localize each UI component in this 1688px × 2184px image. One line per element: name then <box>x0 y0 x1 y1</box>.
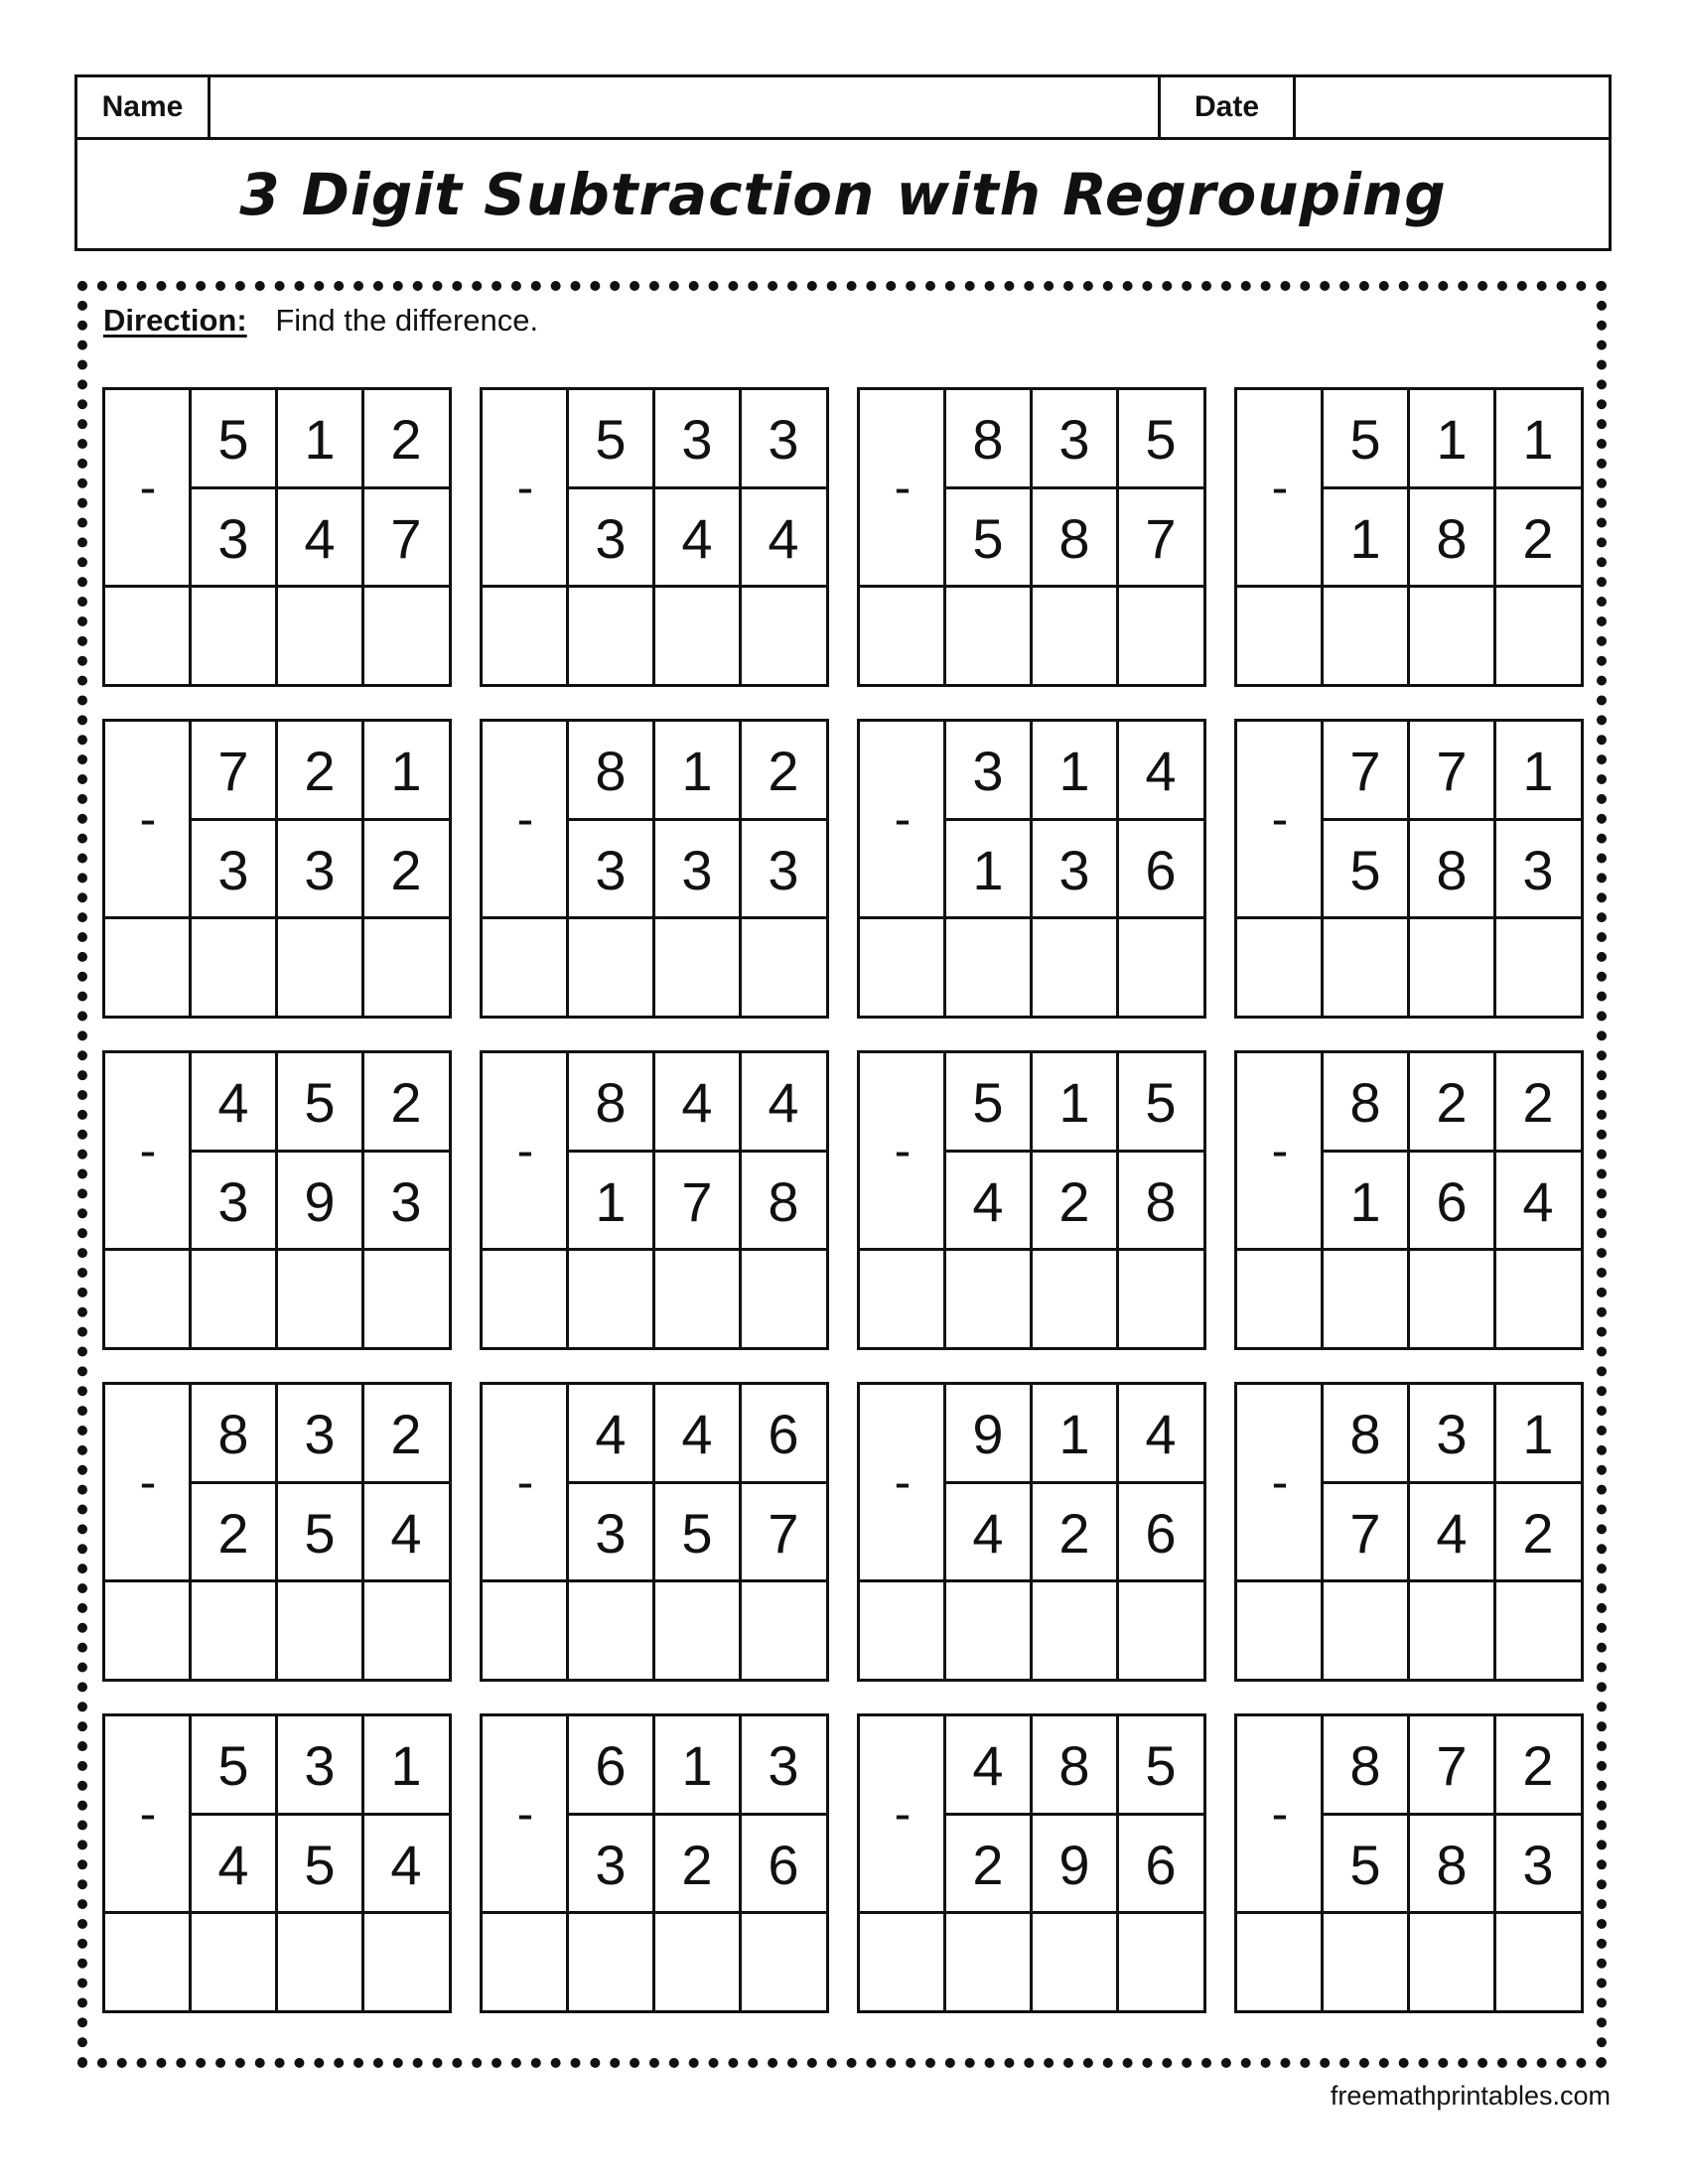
answer-cell[interactable] <box>1119 588 1202 687</box>
subtrahend-digit: 4 <box>390 1501 422 1565</box>
minuend-digit: 2 <box>304 739 336 802</box>
minuend-digit: 8 <box>1058 1733 1090 1797</box>
minuend-digit: 7 <box>217 739 249 802</box>
subtrahend-digit: 3 <box>1058 838 1090 901</box>
answer-cell[interactable] <box>105 919 189 1019</box>
subtrahend-digit: 5 <box>304 1833 336 1896</box>
minuend-digit: 4 <box>768 1070 799 1134</box>
subtrahend-digit: 5 <box>1349 1833 1381 1896</box>
subtrahend-digit: 7 <box>1349 1501 1381 1565</box>
subtraction-problem <box>1234 1382 1584 1682</box>
answer-cell[interactable] <box>1410 1914 1493 2013</box>
answer-cell[interactable] <box>742 588 825 687</box>
subtrahend-digit: 6 <box>768 1833 799 1896</box>
subtrahend-digit: 5 <box>681 1501 713 1565</box>
minuend-digit: 5 <box>1145 407 1177 471</box>
answer-cell[interactable] <box>278 919 361 1019</box>
name-field[interactable] <box>211 77 1161 137</box>
minus-sign: - <box>139 460 157 515</box>
answer-cell[interactable] <box>569 1582 652 1682</box>
subtrahend-digit: 3 <box>595 1833 627 1896</box>
subtraction-problem <box>102 1382 452 1682</box>
answer-cell[interactable] <box>1237 1914 1321 2013</box>
answer-cell[interactable] <box>1237 1582 1321 1682</box>
subtrahend-digit: 2 <box>1522 506 1554 570</box>
minus-sign: - <box>516 1454 534 1510</box>
answer-cell[interactable] <box>1324 1251 1407 1350</box>
name-date-row <box>77 77 1609 140</box>
minus-sign: - <box>516 1786 534 1842</box>
subtraction-problem <box>857 719 1206 1019</box>
answer-cell[interactable] <box>742 1251 825 1350</box>
direction-label: Direction: <box>103 303 247 338</box>
subtrahend-digit: 4 <box>972 1169 1004 1233</box>
answer-cell[interactable] <box>569 1251 652 1350</box>
answer-cell[interactable] <box>655 1582 739 1682</box>
minuend-digit: 3 <box>304 1733 336 1797</box>
subtrahend-digit: 1 <box>972 838 1004 901</box>
answer-cell[interactable] <box>364 588 448 687</box>
answer-cell[interactable] <box>860 588 943 687</box>
direction-line <box>103 303 538 339</box>
answer-cell[interactable] <box>1033 1914 1116 2013</box>
minuend-digit: 5 <box>1145 1733 1177 1797</box>
answer-cell[interactable] <box>1033 1251 1116 1350</box>
minuend-digit: 2 <box>390 1402 422 1465</box>
answer-cell[interactable] <box>1237 1251 1321 1350</box>
subtraction-problem <box>480 1382 829 1682</box>
subtrahend-digit: 3 <box>217 838 249 901</box>
subtrahend-digit: 3 <box>1522 838 1554 901</box>
answer-cell[interactable] <box>946 919 1030 1019</box>
subtrahend-digit: 8 <box>1058 506 1090 570</box>
answer-cell[interactable] <box>1119 1251 1202 1350</box>
subtrahend-digit: 6 <box>1436 1169 1468 1233</box>
answer-cell[interactable] <box>946 1914 1030 2013</box>
minuend-digit: 6 <box>595 1733 627 1797</box>
answer-cell[interactable] <box>1033 919 1116 1019</box>
subtrahend-digit: 8 <box>1436 506 1468 570</box>
subtraction-problem <box>102 387 452 687</box>
answer-cell[interactable] <box>655 588 739 687</box>
minuend-digit: 5 <box>304 1070 336 1134</box>
answer-cell[interactable] <box>1119 1914 1202 2013</box>
minus-sign: - <box>894 460 912 515</box>
minuend-digit: 1 <box>1522 407 1554 471</box>
minuend-digit: 1 <box>1522 1402 1554 1465</box>
answer-cell[interactable] <box>483 1582 566 1682</box>
minuend-digit: 9 <box>972 1402 1004 1465</box>
answer-cell[interactable] <box>105 588 189 687</box>
subtrahend-digit: 3 <box>1522 1833 1554 1896</box>
answer-cell[interactable] <box>1033 588 1116 687</box>
minuend-digit: 1 <box>390 739 422 802</box>
subtrahend-digit: 3 <box>768 838 799 901</box>
answer-cell[interactable] <box>483 588 566 687</box>
answer-cell[interactable] <box>105 1582 189 1682</box>
subtraction-problem <box>857 1050 1206 1350</box>
answer-cell[interactable] <box>569 919 652 1019</box>
subtrahend-digit: 5 <box>304 1501 336 1565</box>
subtrahend-digit: 4 <box>768 506 799 570</box>
minus-sign: - <box>139 1786 157 1842</box>
minus-sign: - <box>894 1123 912 1178</box>
answer-cell[interactable] <box>1324 1914 1407 2013</box>
minuend-digit: 4 <box>1145 739 1177 802</box>
subtrahend-digit: 4 <box>1522 1169 1554 1233</box>
subtrahend-digit: 4 <box>304 506 336 570</box>
subtrahend-digit: 4 <box>390 1833 422 1896</box>
minuend-digit: 4 <box>681 1070 713 1134</box>
answer-cell[interactable] <box>364 1251 448 1350</box>
answer-cell[interactable] <box>569 1914 652 2013</box>
subtrahend-digit: 6 <box>1145 1833 1177 1896</box>
subtraction-problem <box>1234 719 1584 1019</box>
minuend-digit: 6 <box>768 1402 799 1465</box>
answer-cell[interactable] <box>192 1251 275 1350</box>
answer-cell[interactable] <box>655 1251 739 1350</box>
answer-cell[interactable] <box>655 919 739 1019</box>
minuend-digit: 1 <box>304 407 336 471</box>
subtrahend-digit: 1 <box>1349 506 1381 570</box>
date-field[interactable] <box>1296 77 1609 137</box>
minuend-digit: 1 <box>1058 1402 1090 1465</box>
minuend-digit: 3 <box>1436 1402 1468 1465</box>
minuend-digit: 8 <box>1349 1070 1381 1134</box>
subtrahend-digit: 6 <box>1145 838 1177 901</box>
subtrahend-digit: 4 <box>1436 1501 1468 1565</box>
subtrahend-digit: 5 <box>972 506 1004 570</box>
subtrahend-digit: 3 <box>304 838 336 901</box>
minuend-digit: 4 <box>217 1070 249 1134</box>
answer-cell[interactable] <box>1496 588 1580 687</box>
minuend-digit: 5 <box>217 1733 249 1797</box>
answer-cell[interactable] <box>1237 919 1321 1019</box>
minuend-digit: 1 <box>1522 739 1554 802</box>
answer-cell[interactable] <box>278 1251 361 1350</box>
answer-cell[interactable] <box>192 588 275 687</box>
subtrahend-digit: 4 <box>972 1501 1004 1565</box>
minuend-digit: 1 <box>1058 1070 1090 1134</box>
minuend-digit: 3 <box>304 1402 336 1465</box>
subtrahend-digit: 2 <box>1058 1169 1090 1233</box>
name-label: Name <box>77 77 211 137</box>
subtrahend-digit: 2 <box>681 1833 713 1896</box>
subtrahend-digit: 4 <box>681 506 713 570</box>
subtrahend-digit: 3 <box>217 506 249 570</box>
minuend-digit: 5 <box>972 1070 1004 1134</box>
minuend-digit: 7 <box>1436 1733 1468 1797</box>
subtrahend-digit: 3 <box>681 838 713 901</box>
minuend-digit: 1 <box>1058 739 1090 802</box>
minus-sign: - <box>894 1786 912 1842</box>
minus-sign: - <box>1271 460 1289 515</box>
subtraction-problem <box>857 387 1206 687</box>
answer-cell[interactable] <box>192 1582 275 1682</box>
minuend-digit: 1 <box>681 739 713 802</box>
subtraction-problem <box>1234 387 1584 687</box>
answer-cell[interactable] <box>860 1914 943 2013</box>
minuend-digit: 2 <box>390 1070 422 1134</box>
subtrahend-digit: 2 <box>972 1833 1004 1896</box>
minus-sign: - <box>139 1454 157 1510</box>
subtrahend-digit: 2 <box>390 838 422 901</box>
answer-cell[interactable] <box>569 588 652 687</box>
subtraction-problem <box>1234 1050 1584 1350</box>
answer-cell[interactable] <box>1410 919 1493 1019</box>
minuend-digit: 2 <box>1522 1070 1554 1134</box>
minus-sign: - <box>1271 791 1289 847</box>
minus-sign: - <box>894 1454 912 1510</box>
answer-cell[interactable] <box>1033 1582 1116 1682</box>
subtrahend-digit: 9 <box>1058 1833 1090 1896</box>
subtraction-problem <box>480 1050 829 1350</box>
minuend-digit: 4 <box>681 1402 713 1465</box>
subtraction-problem <box>102 1050 452 1350</box>
minuend-digit: 8 <box>972 407 1004 471</box>
answer-cell[interactable] <box>655 1914 739 2013</box>
minuend-digit: 7 <box>1436 739 1468 802</box>
subtraction-problem <box>1234 1713 1584 2013</box>
subtraction-problem <box>102 1713 452 2013</box>
answer-cell[interactable] <box>192 1914 275 2013</box>
answer-cell[interactable] <box>1324 1582 1407 1682</box>
minuend-digit: 1 <box>681 1733 713 1797</box>
minuend-digit: 1 <box>390 1733 422 1797</box>
minuend-digit: 2 <box>1522 1733 1554 1797</box>
direction-text: Find the difference. <box>275 303 539 338</box>
minuend-digit: 8 <box>1349 1402 1381 1465</box>
answer-cell[interactable] <box>278 588 361 687</box>
subtrahend-digit: 9 <box>304 1169 336 1233</box>
subtraction-problem <box>480 719 829 1019</box>
minuend-digit: 5 <box>1145 1070 1177 1134</box>
subtrahend-digit: 7 <box>681 1169 713 1233</box>
answer-cell[interactable] <box>946 1582 1030 1682</box>
subtrahend-digit: 1 <box>595 1169 627 1233</box>
answer-cell[interactable] <box>1324 588 1407 687</box>
minuend-digit: 1 <box>1436 407 1468 471</box>
minuend-digit: 5 <box>1349 407 1381 471</box>
minuend-digit: 5 <box>595 407 627 471</box>
minus-sign: - <box>139 791 157 847</box>
answer-cell[interactable] <box>1496 1914 1580 2013</box>
answer-cell[interactable] <box>860 919 943 1019</box>
answer-cell[interactable] <box>946 1251 1030 1350</box>
answer-cell[interactable] <box>364 1582 448 1682</box>
minuend-digit: 2 <box>390 407 422 471</box>
subtrahend-digit: 2 <box>1522 1501 1554 1565</box>
answer-cell[interactable] <box>1119 919 1202 1019</box>
subtrahend-digit: 2 <box>217 1501 249 1565</box>
answer-cell[interactable] <box>1410 1582 1493 1682</box>
subtrahend-digit: 3 <box>595 838 627 901</box>
minuend-digit: 4 <box>972 1733 1004 1797</box>
minus-sign: - <box>1271 1786 1289 1842</box>
answer-cell[interactable] <box>105 1251 189 1350</box>
answer-cell[interactable] <box>1410 1251 1493 1350</box>
subtraction-problem <box>857 1382 1206 1682</box>
subtrahend-digit: 8 <box>1145 1169 1177 1233</box>
answer-cell[interactable] <box>1496 1251 1580 1350</box>
minuend-digit: 5 <box>217 407 249 471</box>
footer-site: freemathprintables.com <box>1330 2081 1611 2111</box>
answer-cell[interactable] <box>1119 1582 1202 1682</box>
minuend-digit: 8 <box>1349 1733 1381 1797</box>
subtrahend-digit: 3 <box>217 1169 249 1233</box>
subtraction-problem <box>480 1713 829 2013</box>
answer-cell[interactable] <box>742 1582 825 1682</box>
minuend-digit: 2 <box>1436 1070 1468 1134</box>
subtrahend-digit: 8 <box>768 1169 799 1233</box>
minus-sign: - <box>1271 1454 1289 1510</box>
answer-cell[interactable] <box>483 1251 566 1350</box>
minuend-digit: 7 <box>1349 739 1381 802</box>
minuend-digit: 3 <box>768 1733 799 1797</box>
answer-cell[interactable] <box>742 1914 825 2013</box>
subtrahend-digit: 4 <box>217 1833 249 1896</box>
answer-cell[interactable] <box>742 919 825 1019</box>
subtrahend-digit: 8 <box>1436 838 1468 901</box>
worksheet-title: 3 Digit Subtraction with Regrouping <box>239 160 1447 228</box>
minus-sign: - <box>894 791 912 847</box>
subtrahend-digit: 2 <box>1058 1501 1090 1565</box>
subtrahend-digit: 5 <box>1349 838 1381 901</box>
subtrahend-digit: 3 <box>595 1501 627 1565</box>
answer-cell[interactable] <box>483 1914 566 2013</box>
answer-cell[interactable] <box>1496 1582 1580 1682</box>
minuend-digit: 8 <box>217 1402 249 1465</box>
minuend-digit: 3 <box>768 407 799 471</box>
subtrahend-digit: 7 <box>390 506 422 570</box>
answer-cell[interactable] <box>946 588 1030 687</box>
answer-cell[interactable] <box>1237 588 1321 687</box>
minus-sign: - <box>1271 1123 1289 1178</box>
answer-cell[interactable] <box>1410 588 1493 687</box>
subtrahend-digit: 3 <box>595 506 627 570</box>
answer-cell[interactable] <box>1496 919 1580 1019</box>
minuend-digit: 3 <box>681 407 713 471</box>
answer-cell[interactable] <box>860 1251 943 1350</box>
minus-sign: - <box>516 1123 534 1178</box>
subtrahend-digit: 6 <box>1145 1501 1177 1565</box>
answer-cell[interactable] <box>192 919 275 1019</box>
minuend-digit: 8 <box>595 739 627 802</box>
minuend-digit: 8 <box>595 1070 627 1134</box>
answer-cell[interactable] <box>1324 919 1407 1019</box>
minuend-digit: 4 <box>595 1402 627 1465</box>
minus-sign: - <box>139 1123 157 1178</box>
subtrahend-digit: 1 <box>1349 1169 1381 1233</box>
subtrahend-digit: 7 <box>1145 506 1177 570</box>
subtraction-problem <box>480 387 829 687</box>
minuend-digit: 4 <box>1145 1402 1177 1465</box>
minus-sign: - <box>516 460 534 515</box>
answer-cell[interactable] <box>105 1914 189 2013</box>
subtrahend-digit: 7 <box>768 1501 799 1565</box>
answer-cell[interactable] <box>483 919 566 1019</box>
date-label: Date <box>1161 77 1296 137</box>
answer-cell[interactable] <box>860 1582 943 1682</box>
header-box <box>74 74 1612 251</box>
minuend-digit: 3 <box>1058 407 1090 471</box>
subtrahend-digit: 8 <box>1436 1833 1468 1896</box>
answer-cell[interactable] <box>278 1582 361 1682</box>
subtraction-problem <box>102 719 452 1019</box>
minus-sign: - <box>516 791 534 847</box>
answer-cell[interactable] <box>364 1914 448 2013</box>
answer-cell[interactable] <box>278 1914 361 2013</box>
subtrahend-digit: 3 <box>390 1169 422 1233</box>
minuend-digit: 3 <box>972 739 1004 802</box>
answer-cell[interactable] <box>364 919 448 1019</box>
minuend-digit: 2 <box>768 739 799 802</box>
subtraction-problem <box>857 1713 1206 2013</box>
